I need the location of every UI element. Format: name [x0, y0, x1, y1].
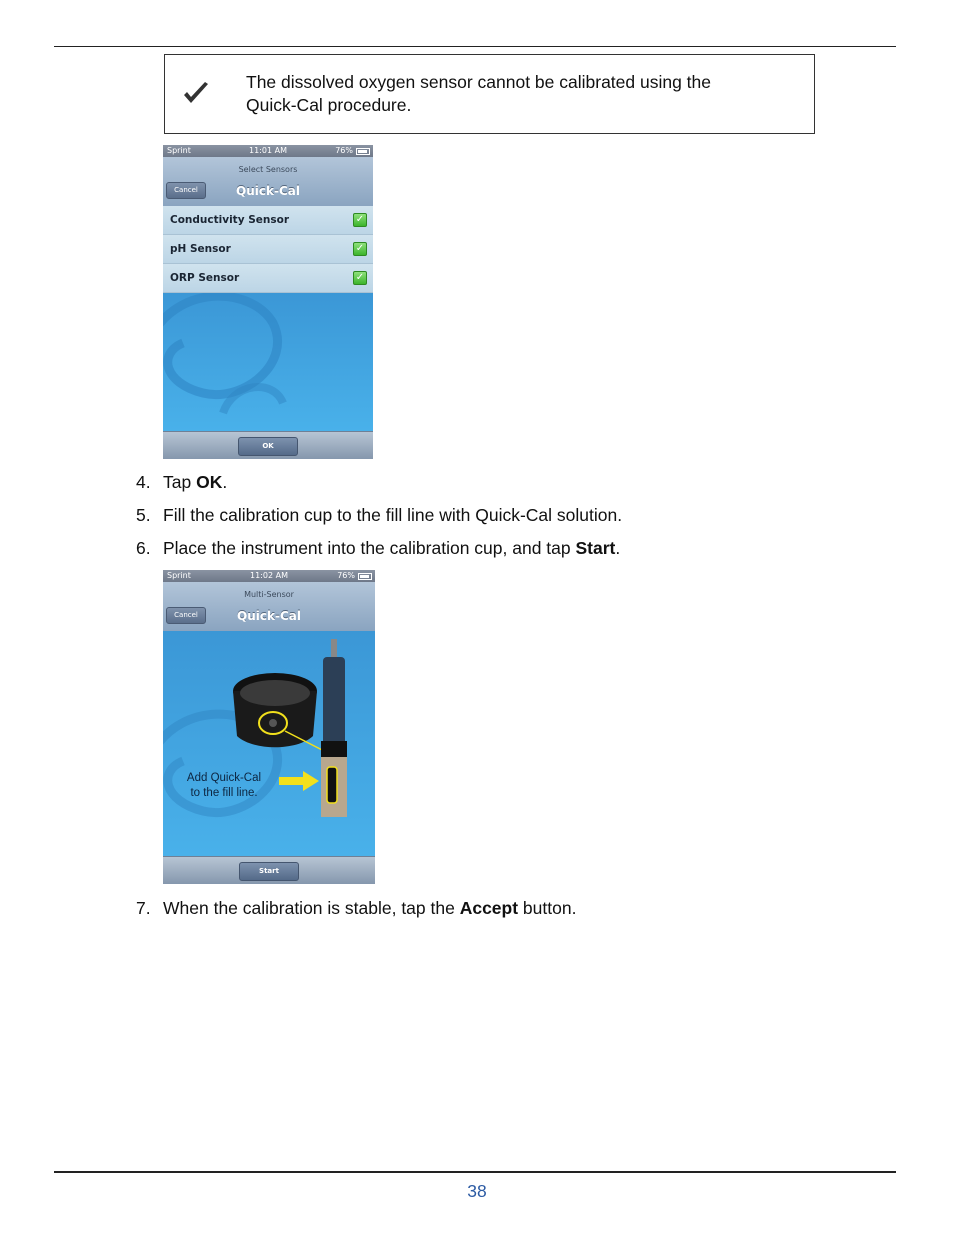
footer-rule: [54, 1171, 896, 1173]
checkbox-checked-icon[interactable]: ✓: [353, 242, 367, 256]
nav-prompt: Multi-Sensor: [244, 590, 294, 599]
step-7: 7. When the calibration is stable, tap the Accept button.: [136, 898, 577, 918]
ok-button[interactable]: OK: [238, 437, 298, 456]
illustration-caption: Add Quick-Cal to the fill line.: [186, 772, 262, 799]
nav-title: Quick-Cal: [236, 184, 300, 198]
nav-bar: [163, 582, 375, 631]
nav-prompt: Select Sensors: [238, 165, 298, 174]
sensor-row-conductivity[interactable]: [163, 206, 373, 235]
sensor-label: ORP Sensor: [170, 272, 240, 284]
step-4: 4. Tap OK.: [136, 472, 228, 492]
battery-percent: 76%: [335, 146, 353, 155]
page-number: 38: [467, 1181, 487, 1201]
multi-sensor-screenshot: [163, 570, 375, 884]
sensor-list: [163, 206, 373, 293]
cup-and-sonde-illustration: [163, 631, 375, 856]
checkmark-icon: [181, 79, 211, 109]
carrier-label: Sprint: [167, 146, 191, 155]
nav-title: Quick-Cal: [237, 609, 301, 623]
step-6: 6. Place the instrument into the calibration cup, and tap Start.: [136, 538, 621, 558]
calibration-illustration: [163, 631, 375, 856]
start-button[interactable]: Start: [239, 862, 299, 881]
carrier-label: Sprint: [167, 571, 191, 580]
bottom-toolbar: [163, 431, 373, 459]
status-time: 11:01 AM: [249, 146, 287, 155]
nav-bar: [163, 157, 373, 206]
sensor-row-ph[interactable]: [163, 235, 373, 264]
swirl-logo-icon: [163, 293, 373, 431]
sensor-label: pH Sensor: [170, 243, 231, 255]
battery-icon: [356, 148, 370, 155]
note-box: [164, 54, 815, 134]
header-rule: [54, 46, 896, 47]
battery-percent: 76%: [337, 571, 355, 580]
status-time: 11:02 AM: [250, 571, 288, 580]
cancel-button[interactable]: Cancel: [166, 182, 206, 199]
note-text: The dissolved oxygen sensor cannot be calibrated using the Quick-Cal procedure.: [246, 72, 712, 115]
battery-icon: [358, 573, 372, 580]
step-5: 5. Fill the calibration cup to the fill line with Quick-Cal solution.: [136, 505, 623, 525]
sensor-row-orp[interactable]: [163, 264, 373, 293]
sensor-label: Conductivity Sensor: [170, 214, 289, 226]
checkbox-checked-icon[interactable]: ✓: [353, 271, 367, 285]
bottom-toolbar: [163, 856, 375, 884]
status-bar: [163, 145, 373, 157]
status-bar: [163, 570, 375, 582]
checkbox-checked-icon[interactable]: ✓: [353, 213, 367, 227]
select-sensors-screenshot: [163, 145, 373, 459]
background-pattern: [163, 293, 373, 431]
cancel-button[interactable]: Cancel: [166, 607, 206, 624]
